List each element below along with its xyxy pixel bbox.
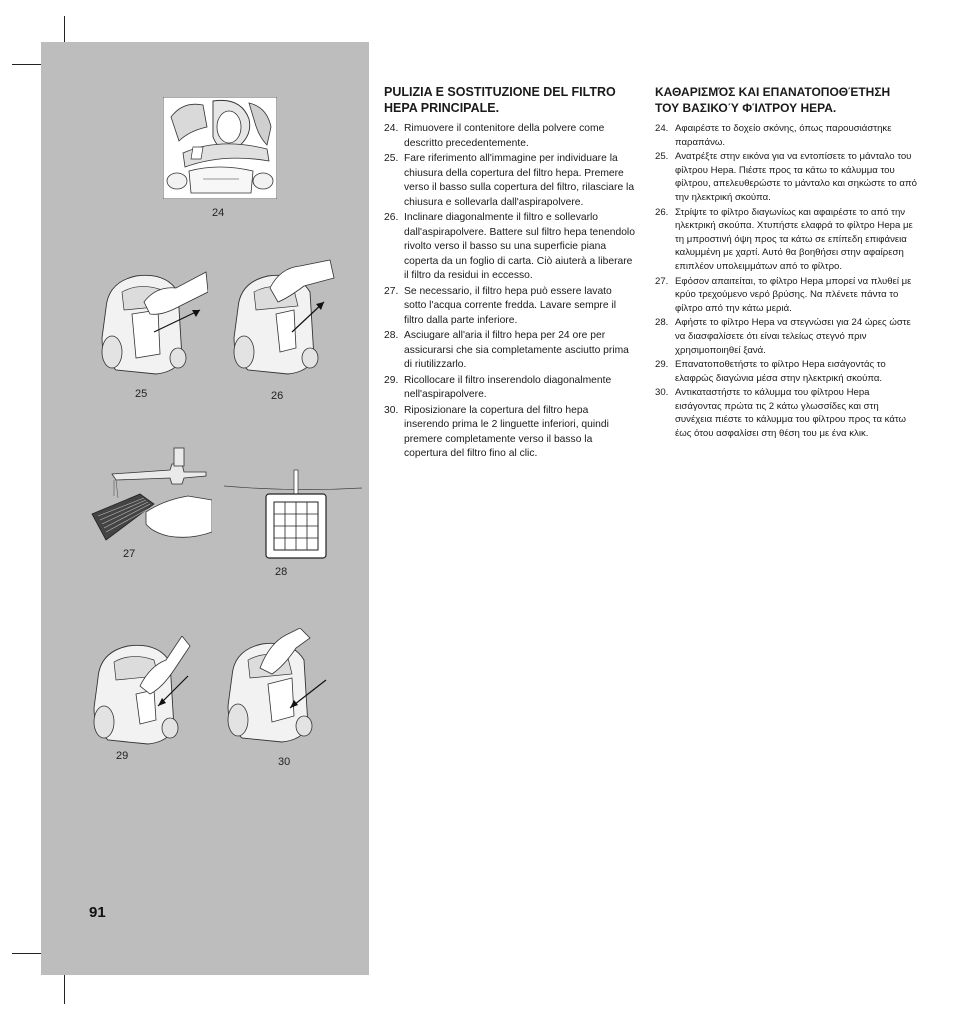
- step-number: 27.: [655, 275, 669, 287]
- figure-label: 29: [116, 750, 129, 762]
- figure-label: 30: [278, 756, 291, 768]
- figure-28: [224, 466, 362, 566]
- step-text: Επανατοποθετήστε το φίλτρο Hepa εισάγοντάς το ελαφρώς διαγώνια μέσα στην ηλεκτρική σκούπα.: [675, 359, 886, 384]
- step-text: Εφόσον απαιτείται, το φίλτρο Hepa μπορεί να πλυθεί με κρύο τρεχούμενο νερό βρύσης. Να πλένετε πάντα το φίλτρο από την κάτω μεριά.: [675, 275, 912, 314]
- step-number: 25.: [384, 153, 399, 164]
- filter-lift-illustration: [230, 258, 340, 382]
- step-text: Αφαιρέστε το δοχείο σκόνης, όπως παρουσιάστηκε παραπάνω.: [675, 123, 892, 148]
- list-item: [384, 329, 636, 373]
- list-item: [384, 211, 636, 284]
- section-title-greek: ΚΑΘΑΡΙΣΜΌΣ ΚΑΙ ΕΠΑΝΑΤΟΠΟΘΈΤΗΣΗ ΤΟΥ ΒΑΣΙΚΟΎ ΦΊΛΤΡΟΥ HEPA.: [655, 85, 891, 115]
- filter-cover-close-illustration: [226, 628, 336, 750]
- step-text: Riposizionare la copertura del filtro hepa inserendo prima le 2 linguette inferiori, quindi premere completamente verso il basso la copertura del filtro fino al clic.: [404, 404, 609, 459]
- step-text: Rimuovere il contenitore della polvere come descritto precedentemente.: [404, 123, 605, 149]
- step-text: Se necessario, il filtro hepa può essere lavato sotto l'acqua corrente fredda. Lavare sempre il filtro dalla parte inferiore.: [404, 285, 617, 326]
- step-number: 26.: [655, 206, 669, 218]
- step-number: 28.: [655, 317, 669, 329]
- figure-24: [163, 97, 277, 199]
- list-item: [384, 122, 636, 151]
- figure-label: 28: [275, 566, 288, 578]
- greek-steps: [655, 122, 917, 441]
- list-item: [655, 122, 917, 149]
- filter-insert-illustration: [92, 636, 202, 750]
- list-item: [655, 206, 917, 274]
- figure-30: [226, 628, 336, 750]
- list-item: [655, 358, 917, 385]
- vacuum-container-removal-illustration: [163, 97, 277, 199]
- step-text: Αφήστε το φίλτρο Hepa να στεγνώσει για 24 ώρες ώστε να διασφαλίσετε ότι είναι τελείως στεγνό πριν χρησιμοποιηθεί ξανά.: [675, 317, 911, 356]
- step-number: 29.: [384, 374, 399, 386]
- italian-column: [384, 84, 636, 463]
- step-text: Asciugare all'aria il filtro hepa per 24 ore per assicurarsi che sia completamente asciutto prima di riutilizzarlo.: [404, 330, 629, 370]
- step-number: 24.: [384, 123, 399, 134]
- step-number: 24.: [655, 123, 669, 134]
- step-number: 26.: [384, 212, 399, 223]
- figure-29: [92, 636, 202, 750]
- step-number: 27.: [384, 285, 399, 297]
- greek-column: [655, 84, 917, 442]
- italian-steps: [384, 122, 636, 462]
- step-text: Inclinare diagonalmente il filtro e sollevarlo dall'aspirapolvere. Battere sul filtro hepa tenendolo rivolto verso il basso su una superficie piana coperta da un foglio di carta. Ciò aiuterà a liberare il filtro da residui in eccesso.: [404, 212, 635, 281]
- step-number: 30.: [655, 387, 669, 399]
- page-number: 91: [89, 904, 106, 921]
- list-item: [655, 386, 917, 440]
- step-number: 28.: [384, 330, 399, 341]
- list-item: [655, 275, 917, 316]
- figure-label: 27: [123, 548, 136, 560]
- list-item: [384, 152, 636, 210]
- step-text: Ανατρέξτε στην εικόνα για να εντοπίσετε το μάνταλο του φίλτρου Hepa. Πιέστε προς τα κάτω το κάλυμμα του φίλτρου, απελευθερώστε το μάνταλο και σηκώστε το από την ηλεκτρική σκούπα.: [675, 151, 917, 203]
- section-title-italian: PULIZIA E SOSTITUZIONE DEL FILTRO HEPA PRINCIPALE.: [384, 85, 616, 115]
- step-number: 29.: [655, 359, 669, 371]
- list-item: [384, 285, 636, 329]
- figure-27: [90, 440, 212, 552]
- filter-washing-illustration: [90, 440, 212, 552]
- list-item: [655, 150, 917, 204]
- figure-26: [230, 258, 340, 382]
- step-text: Fare riferimento all'immagine per individuare la chiusura della copertura del filtro hepa. Premere verso il basso sulla copertura del filtro, rilasciare la chiusura e sollevarla dall'aspirapolvere.: [404, 153, 635, 208]
- step-number: 30.: [384, 404, 399, 416]
- step-text: Ricollocare il filtro inserendolo diagonalmente nell'aspirapolvere.: [404, 374, 612, 400]
- figure-25: [96, 262, 208, 382]
- filter-drying-illustration: [224, 466, 362, 566]
- step-number: 25.: [655, 151, 669, 163]
- step-text: Αντικαταστήστε το κάλυμμα του φίλτρου Hepa εισάγοντας πρώτα τις 2 κάτω γλωσσίδες και στη συνέχεια πιέστε το κάλυμμα του φίλτρου προς τα κάτω έως ότου ασφαλίσει στη θέση του με ένα κλικ.: [675, 387, 907, 440]
- filter-lift-illustration: [96, 262, 208, 382]
- figure-label: 24: [212, 207, 225, 219]
- list-item: [655, 316, 917, 357]
- step-text: Στρίψτε το φίλτρο διαγωνίως και αφαιρέστε το από την ηλεκτρική σκούπα. Χτυπήστε ελαφρά το φίλτρο Hepa με τη μπροστινή όψη προς τα κάτω σε επίπεδη επιφάνεια καλυμμένη με χαρτί. Αυτό θα βοηθήσει στην αφαίρεση επιπλέον υπολειμμάτων από το φίλτρο.: [675, 206, 913, 272]
- list-item: [384, 404, 636, 462]
- figure-label: 26: [271, 390, 284, 402]
- list-item: [384, 374, 636, 403]
- figure-label: 25: [135, 388, 148, 400]
